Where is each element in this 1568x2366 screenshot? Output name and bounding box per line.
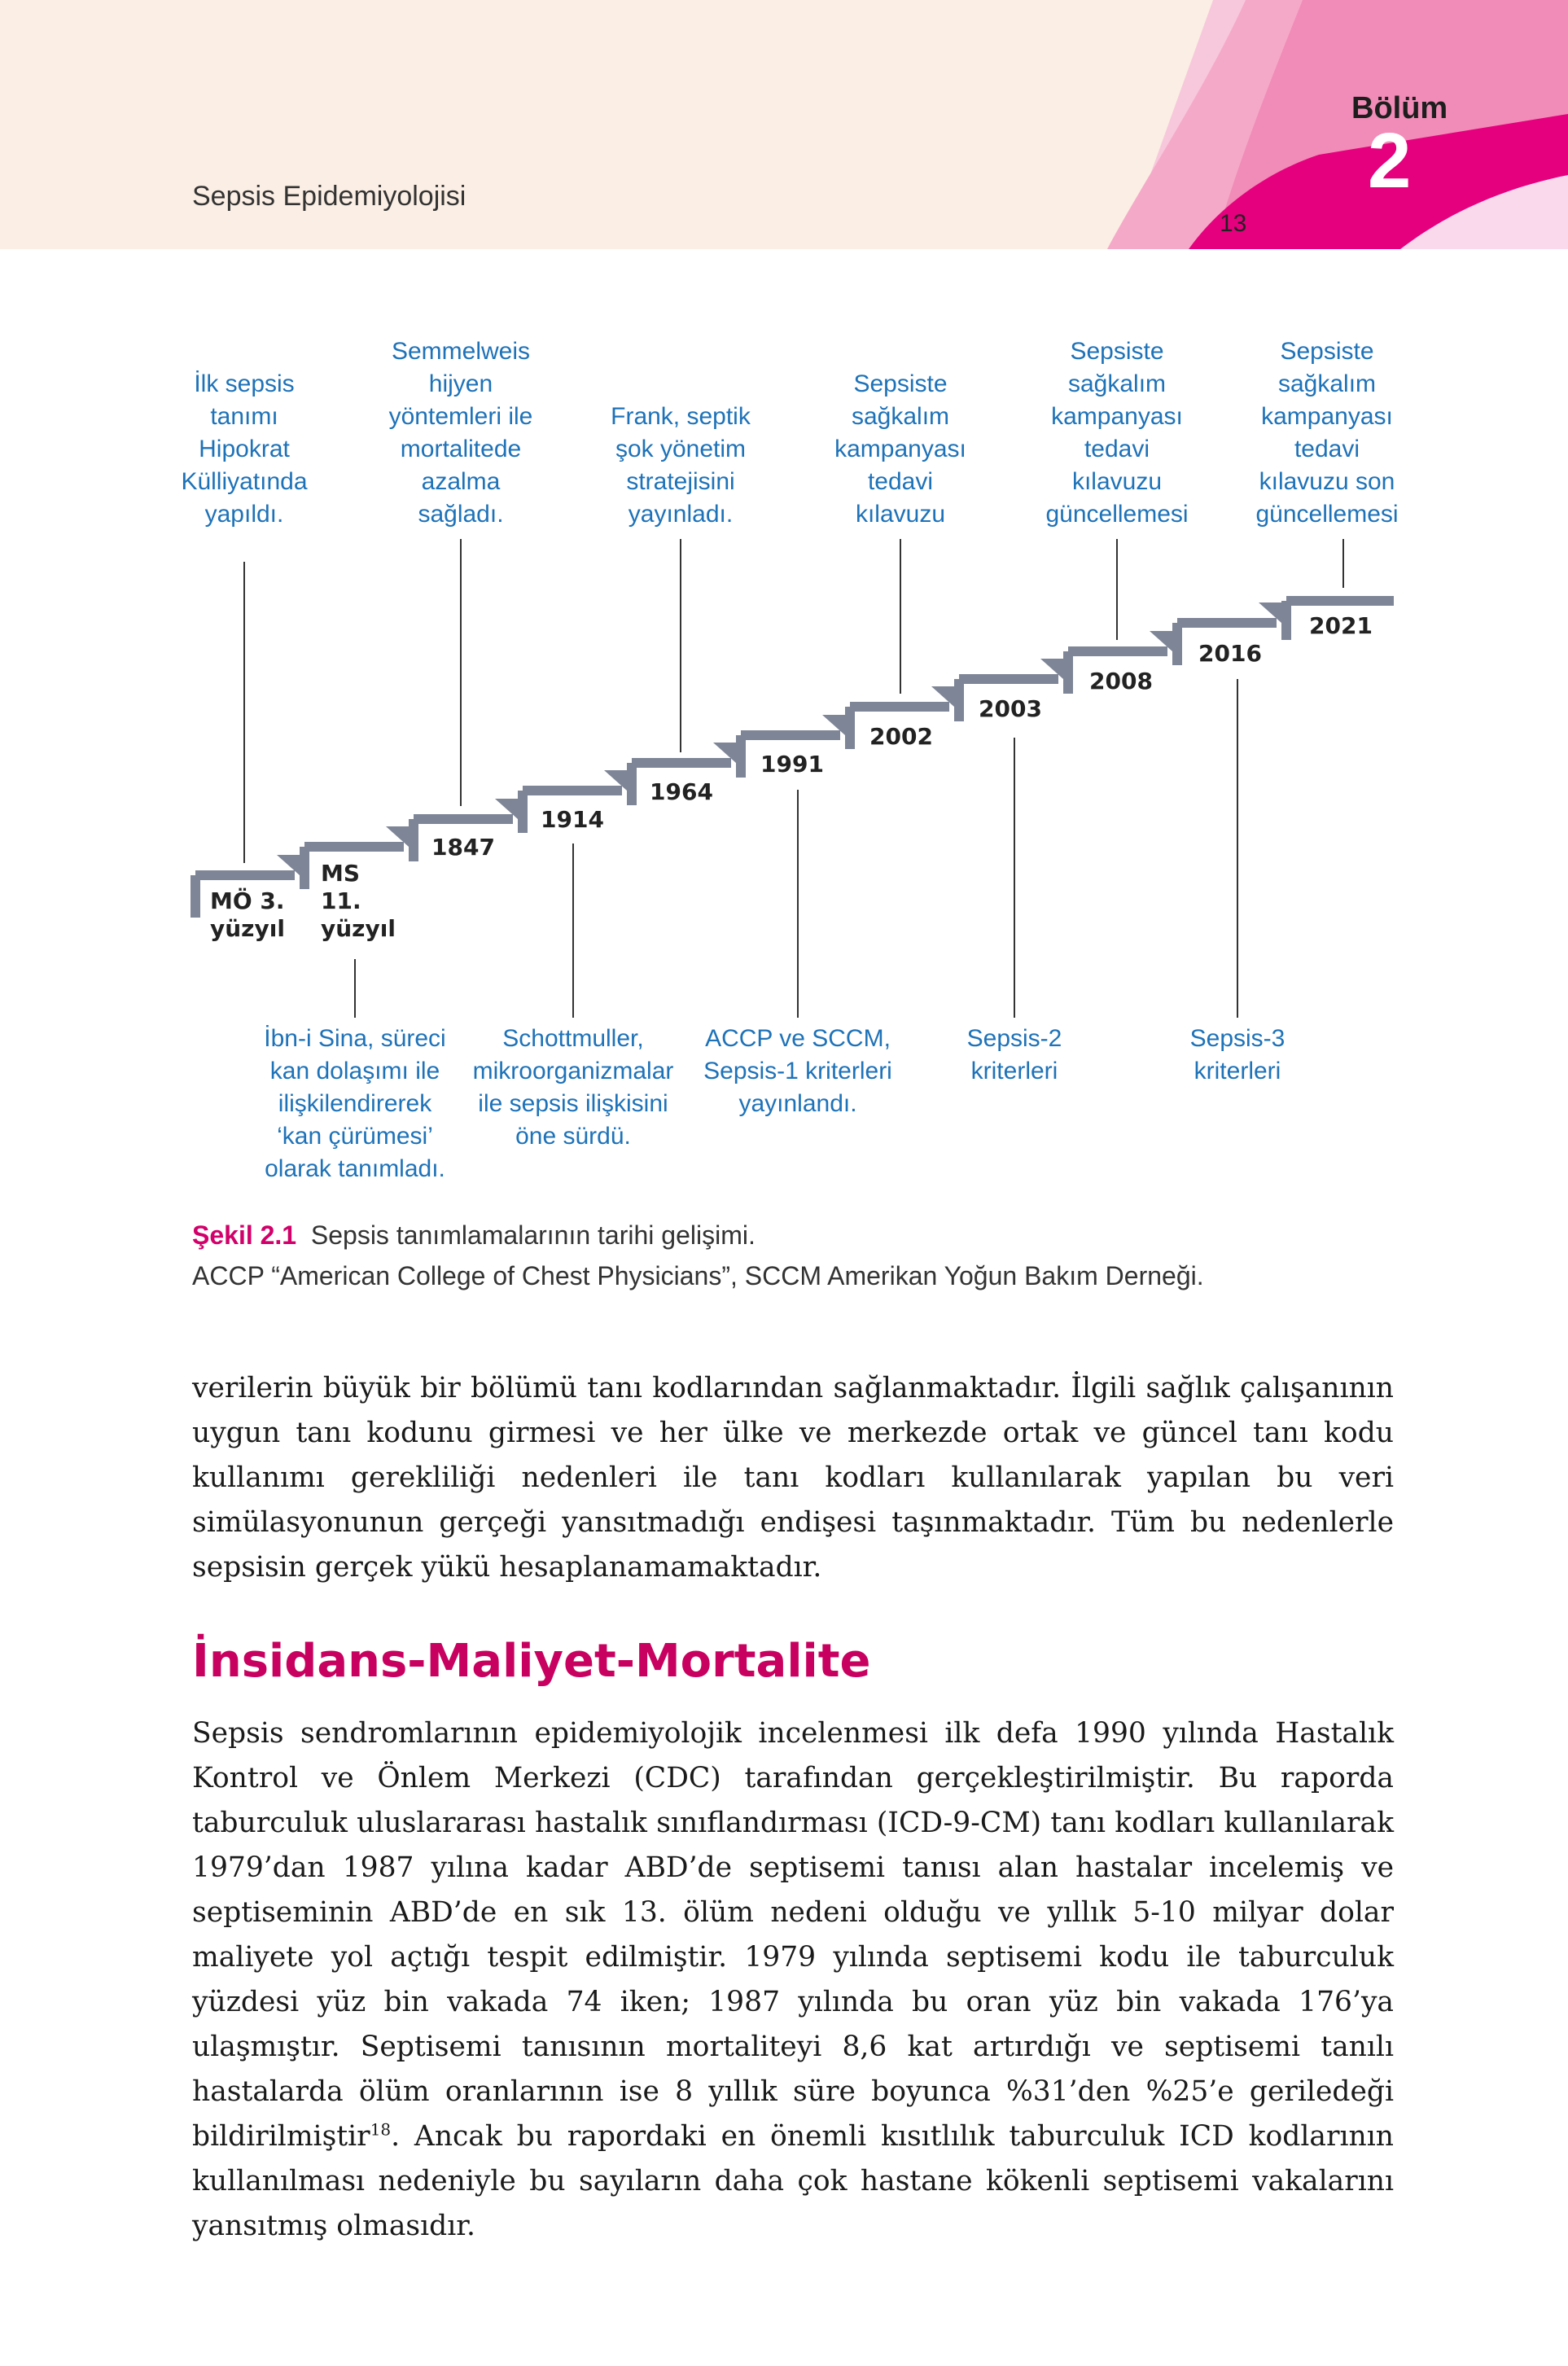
step-label-3: 1847: [431, 834, 495, 861]
bottom-event-2: Schottmuller, mikroorganizmalar ile sepsis ilişkisini öne sürdü.: [472, 1025, 674, 1150]
caption-title: Sepsis tanımlamalarının tarihi gelişimi.: [310, 1220, 756, 1250]
figure-caption: [192, 1215, 1204, 1296]
step-label-6: 1991: [760, 751, 824, 778]
step-label-10: 2016: [1198, 640, 1262, 667]
body-paragraph-2: [192, 1711, 1394, 2249]
bottom-event-1: İbn-i Sina, süreci kan dolaşımı ile ilişkilendirerek ‘kan çürümesi’ olarak tanımladı.: [264, 1025, 446, 1182]
step-label-1: MÖ 3. yüzyıl: [210, 887, 285, 942]
step-label-8: 2003: [979, 695, 1042, 722]
step-label-2: MS 11. yüzyıl: [321, 860, 396, 942]
chapter-label: Bölüm: [1351, 91, 1448, 125]
step-label-7: 2002: [869, 723, 933, 750]
body-paragraph-2-part-2: . Ancak bu rapordaki en önemli kısıtlılık taburculuk ICD kodlarının kullanılması nedeniyle bu sayıların daha çok hastane kökenli septisemi vakalarını yansıtmış olmasıdır.: [192, 2120, 1394, 2242]
bottom-event-4: Sepsis-2 kriterleri: [966, 1025, 1062, 1084]
body-paragraph-2-part-1: Sepsis sendromlarının epidemiyolojik incelenmesi ilk defa 1990 yılında Hastalık Kontrol ve Önlem Merkezi (CDC) tarafından gerçekleştirilmiştir. Bu raporda taburculuk uluslararası hastalık sınıflandırması (ICD-9-CM) tanı kodları kullanılarak 1979’dan 1987 yılına kadar ABD’de septisemi tanısı alan hastalar incelemiş ve septiseminin ABD’de en sık 13. ölüm nedeni olduğu ve yıllık 5-10 milyar dolar maliyete yol açtığı tespit edilmiştir. 1979 yılında septisemi kodu ile taburculuk yüzdesi yüz bin vakada 74 iken; 1987 yılında bu oran yüz bin vakada 176’ya ulaşmıştır. Septisemi tanısının mortaliteyi 8,6 kat artırdığı ve septisemi tanılı hastalarda ölüm oranlarının ise 8 yıllık süre boyunca %31’den %25’e geriledeği bildirilmiştir: [192, 1717, 1394, 2153]
connector-lines: [244, 539, 1343, 1018]
caption-note: ACCP “American College of Chest Physicians”, SCCM Amerikan Yoğun Bakım Derneği.: [192, 1261, 1204, 1290]
top-event-5: Sepsiste sağkalım kampanyası tedavi kılavuzu güncellemesi: [1045, 338, 1189, 528]
top-event-6: Sepsiste sağkalım kampanyası tedavi kılavuzu son güncellemesi: [1255, 338, 1399, 528]
body-paragraph-1: verilerin büyük bir bölümü tanı kodlarından sağlanmaktadır. İlgili sağlık çalışanının uygun tanı kodunu girmesi ve her ülke ve merkezde ortak ve güncel tanı kodu kullanımı gerekliliği nedenleri ile tanı kodları kullanılarak yapılan bu veri simülasyonunun gerçeği yansıtmadığı endişesi taşınmaktadır. Tüm bu nedenlerle sepsisin gerçek yükü hesaplanamamaktadır.: [192, 1372, 1394, 1584]
chapter-number: 2: [1368, 117, 1412, 204]
section-heading: İnsidans-Maliyet-Mortalite: [192, 1635, 871, 1688]
running-title: Sepsis Epidemiyolojisi: [192, 181, 466, 212]
step-label-4: 1914: [541, 806, 604, 833]
top-event-1: İlk sepsis tanımı Hipokrat Külliyatında yapıldı.: [181, 370, 308, 528]
top-event-2: Semmelweis hijyen yöntemleri ile mortalitede azalma sağladı.: [388, 338, 533, 528]
top-event-4: Sepsiste sağkalım kampanyası tedavi kılavuzu: [834, 370, 966, 528]
caption-label: Şekil 2.1: [192, 1220, 297, 1250]
top-event-3: Frank, septik şok yönetim stratejisini yayınladı.: [611, 403, 751, 528]
bottom-event-3: ACCP ve SCCM, Sepsis-1 kriterleri yayınlandı.: [703, 1025, 892, 1117]
bottom-event-5: Sepsis-3 kriterleri: [1189, 1025, 1285, 1084]
page-number: 13: [1220, 210, 1247, 237]
step-label-5: 1964: [650, 778, 713, 805]
reference-superscript: 18: [370, 2119, 392, 2140]
caption-line-1: [192, 1215, 1204, 1255]
step-label-9: 2008: [1089, 668, 1153, 694]
step-label-11: 2021: [1309, 612, 1373, 639]
